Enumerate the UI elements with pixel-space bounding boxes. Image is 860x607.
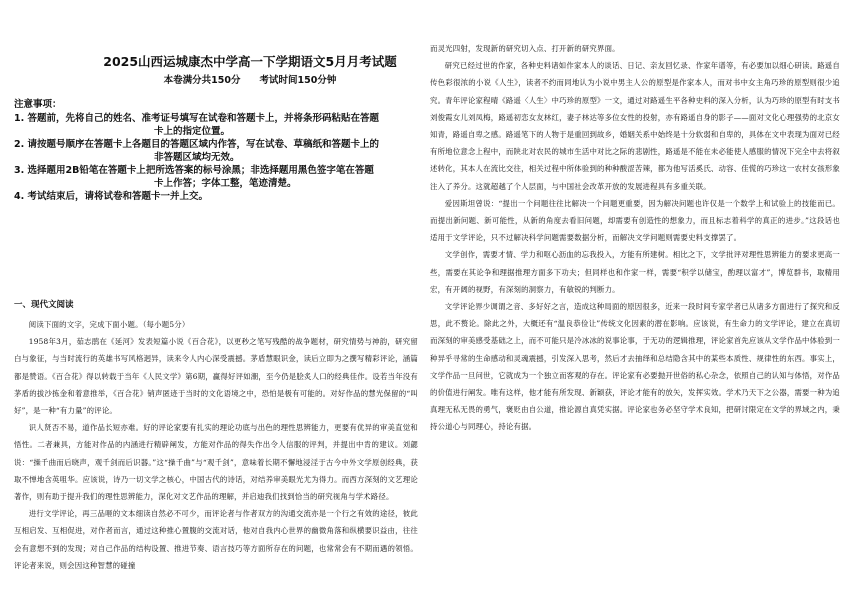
passage-paragraph: 文学创作，需要才情、学力和呕心沥血的忘我投入，方能有所建树。相比之下，文学批评对理性思辨能力的要求更高一些，需要在其论争和理据推理方面多下功夫；但同样也和作家一样，需要“积学以储宝，酌理以富才”，博览群书，取精用宏，有开阔的视野，有深刻的洞察力，有敏锐的判断力。 (430, 250, 840, 294)
passage-paragraph: 爱因斯坦曾说：“提出一个问题往往比解决一个问题更重要，因为解决问题也许仅是一个数学上和试验上的技能而已。而提出新问题、新可能性，从新的角度去看旧问题，却需要有创造性的想象力，而且标志着科学的真正的进步。”这段话也适用于文学评论，只不过解决科学问题需要数据分析，而解决文学问题则需要史料支撑罢了。 (430, 198, 840, 243)
notice-item-1: 1. 答题前，先将自己的姓名、准考证号填写在试卷和答题卡上，并将条形码粘贴在答题 (14, 113, 380, 124)
exam-subtitle: 本卷满分共150分 考试时间150分钟 (163, 75, 337, 86)
reading-instruction: 阅读下面的文字，完成下面小题。（每小题5分） (28, 320, 190, 329)
exam-title: 2025山西运城康杰中学高一下学期语文5月月考试题 (103, 54, 397, 69)
notice-block (14, 98, 419, 203)
left-passage (14, 316, 418, 574)
passage-paragraph: 1958年3月，茹志鹃在《延河》发表短篇小说《百合花》，以更秒之笔写残酷的战争题材，研究情势与神韵，研究留白与象征，与当时流行的英雄书写风格迥异，读来令人内心深受震撼。茅盾慧眼识金，读后立即为之撰写精彩评论，涵篇都是赞语。《百合花》得以转载于当年《人民文学》第6期，赢得好评如潮，至今仍是脍炙人口的经典佳作。设若当年没有茅盾的拔沙拣金和着意推举，《百合花》销声匿迹于当时的文化语境之中，恐怕是极有可能的。对好作品的慧光保留的“叫好”，是一种“有力量”的评论。 (14, 337, 418, 416)
notice-heading: 注意事项： (14, 99, 62, 110)
notice-item-3: 3. 选择题用2B铅笔在答题卡上把所选答案的标号涂黑；非选择题用黑色签字笔在答题 (14, 165, 374, 176)
notice-item-2: 2. 请按题号顺序在答题卡上各题目的答题区域内作答，写在试卷、草稿纸和答题卡上的 (14, 139, 380, 150)
notice-item-4: 4. 考试结束后，请将试卷和答题卡一并上交。 (14, 191, 209, 202)
notice-item-1-cont: 卡上的指定位置。 (154, 126, 231, 137)
passage-paragraph: 研究已经过世的作家，各种史料诸如作家本人的谈话、日记、亲友回忆录、作家年谱等，有必要加以细心研读。路遥自传色彩很浓的小说《人生》，读者不约而同地认为小说中男主人公的原型是作家本人，而对书中女主角巧珍的原型则很少追究。青年评论家程晴《路遥〈人生〉中巧珍的原型》一文，通过对路遥生平各种史料的深入分析，认为巧珍的原型有时支书刘俊霞女儿刘凤梅，路遥初恋女友林红，妻子林达等多位女性的投射，亦有路遥自身的影子——面对文化心理强势的北京女知青，路遥自卑之感。路遥笔下的人物于是重回到故乡，婚姻关系中始终是十分软弱和自卑的，具体在文中表现为面对已经有所地位意念上程中，而陕北对农民的城市生活中对比之际的悲剧性，路遥是不能在未必能使人感服的情况下完全中去将叙述转化，其本人在流比交往，相关过程中所体验到的种种酸涩苦辣，都为他写活奚氏、动容、佳慌的巧珍这一农村女孩形象注入了养分。这就超越了个人层面，与中国社会改革开放的发展进程具有多重关联。 (430, 61, 840, 191)
notice-item-3-cont: 卡上作答；字体工整，笔迹清楚。 (154, 178, 297, 189)
notice-item-2-cont: 非答题区域均无效。 (154, 152, 240, 163)
section-heading: 一、现代文阅读 (14, 300, 74, 310)
passage-paragraph: 文学评论界少调谓之音、多好好之言，造成这种局面的原因很多，近来一段时间专家学者已从诸多方面进行了探究和反思，此不赘论。除此之外，大概还有“温良恭俭让”传统文化因素的潜在影响。应该说，有生命力的文学评论，建立在真切而深刻的审美感受基础之上，而不可能只是冷冰冰的说事论事，于无功的逻辑推理，评论家首先应该从文学作品中体验到一种异乎寻常的生命感动和灵魂震撼，引发深入思考，然后才去抽绎和总结隐含其中的某些本质性、规律性的东西。事实上，文学作品一旦问世，它就成为一个独立而客观的存在。评论家有必要抛开世俗的私心杂念，依照自己的认知与体悟，对作品的价值进行阐发。唯有这样，他才能有所发现、新颖获，评论才能有的放矢，发挥实效。学术乃天下之公器，需要一种为追真理无私无畏的勇气，褒贬由自公道，推论源自真凭实据。评论家也务必坚守学术良知，把研讨限定在文学的界域之内，秉持公道心与同理心，持论有据。 (430, 302, 840, 432)
passage-paragraph: 识人贤否不易，道作品长短亦难。好的评论家要有扎实的理论功底与出色的理性思辨能力，更要有优异的审美直觉和悟性。二者兼具，方能对作品的内涵进行精辟阐发，方能对作品的得失作出令人信服的评判，并提出中肯的建议。刘勰说：“操千曲而后晓声，观千剑而后识器。”这“操千曲”与“观千剑”，意味着长期不懈地浸淫于古今中外文学原创经典，获取不惮地含英咀华。应该说，诗乃一切文学之核心，中国古代的诗话，对结养审美眼光尤为得力。而西方深刻的文艺理论著作，则有助于提升我们的理性思辨能力，深化对文艺作品的理解，并启迪我们找到恰当的研究视角与学术路径。 (14, 423, 418, 502)
passage-paragraph: 进行文学评论，再三品咂的文本细读自然必不可少，而评论者与作者双方的沟通交流亦是一个行之有效的途径，彼此互相启发、互相促进，对作者而言，通过这种推心置腹的交流对话，他对自我内心世界的幽微角落和纵横要识益由，往往会有意想不到的发现；对自己作品的结构设置、推进节奏、语言技巧等方面所存在的问题，也常常会有不期而遇的领悟。评论者来说，则会因这种智慧的碰撞 (14, 509, 418, 570)
passage-paragraph: 而灵光四射，发现新的研究切入点、打开新的研究界面。 (430, 44, 620, 53)
right-passage (430, 40, 840, 436)
